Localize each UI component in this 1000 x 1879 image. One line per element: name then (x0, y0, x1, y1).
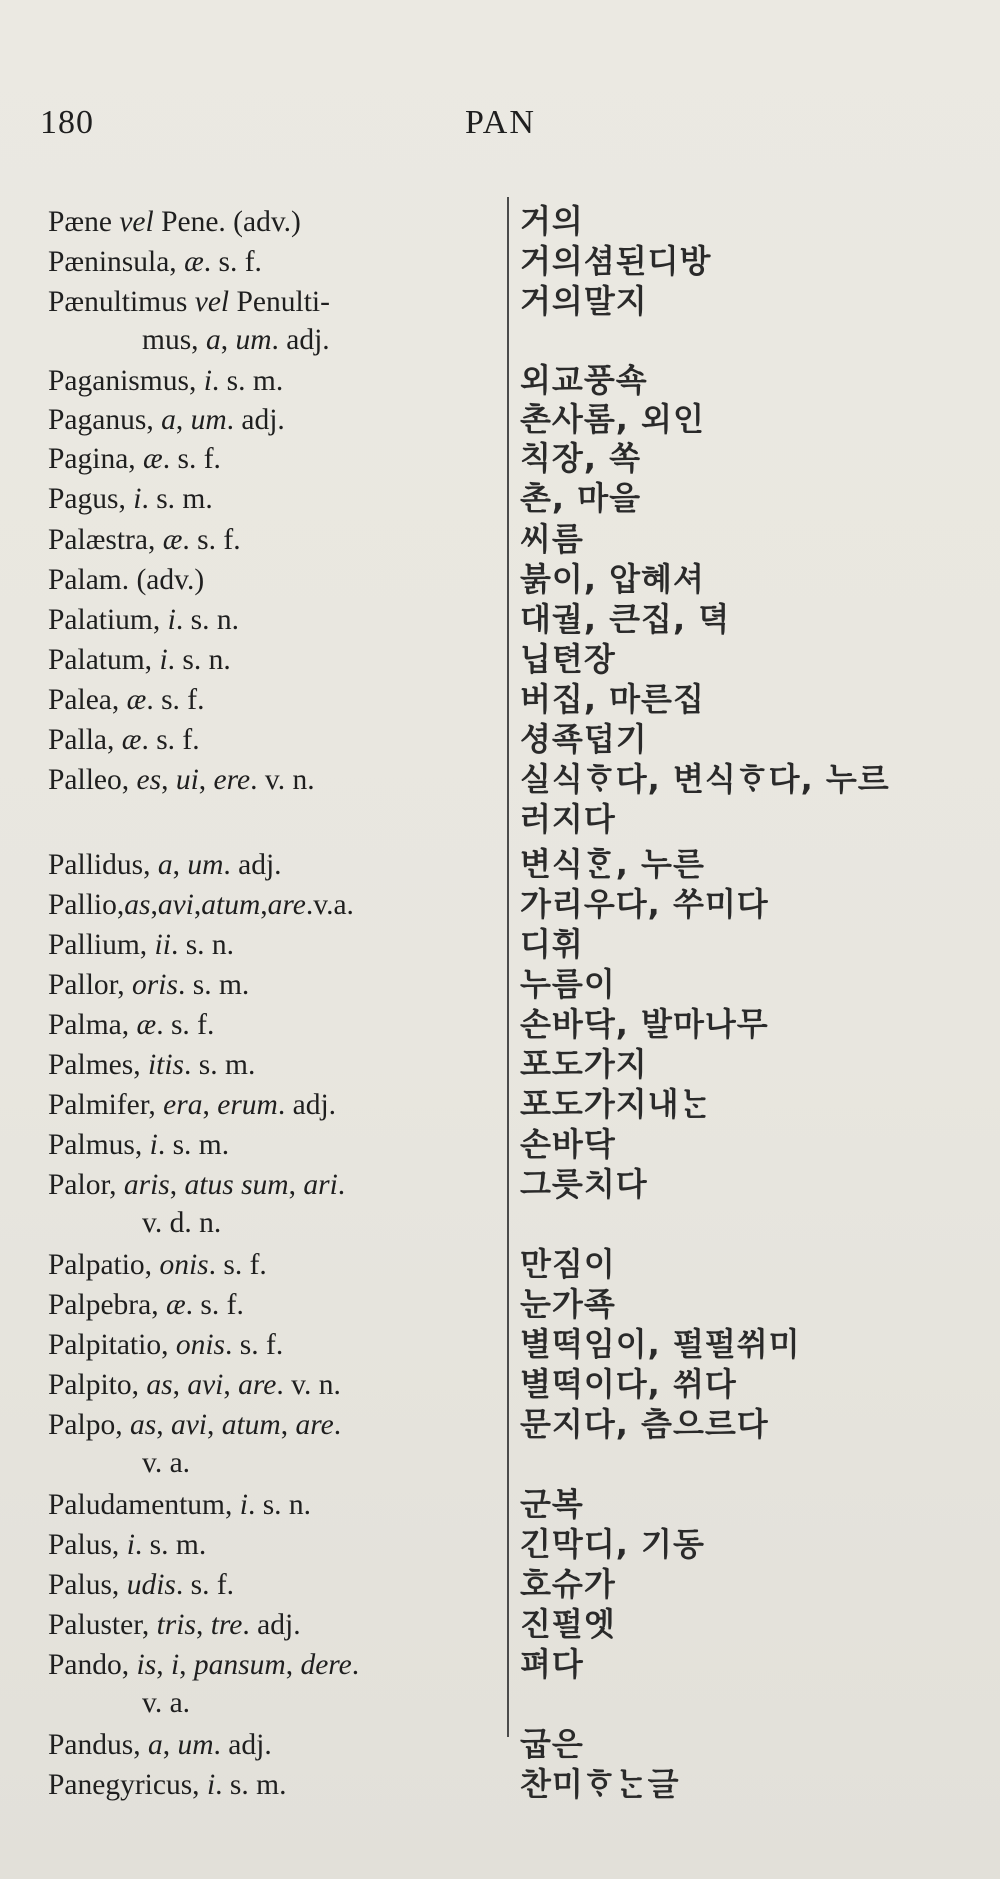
korean-definition: 진펄엣 (520, 1605, 616, 1643)
latin-headword: Palpitatio, onis. s. f. (48, 1329, 284, 1361)
latin-headword: Palpito, as, avi, are. v. n. (48, 1369, 341, 1401)
korean-definition: 긴막디, 기동 (520, 1525, 705, 1563)
latin-headword: Palpo, as, avi, atum, are. v. a. (48, 1409, 342, 1479)
korean-definition: 닙텬장 (520, 640, 616, 678)
korean-definition: 누름이 (520, 965, 616, 1003)
column-divider (507, 197, 509, 1737)
latin-headword: Pallor, oris. s. m. (48, 969, 250, 1001)
latin-headword: Palam. (adv.) (48, 564, 205, 596)
korean-definition: 눈가죡 (520, 1285, 616, 1323)
latin-headword: Palpebra, æ. s. f. (48, 1289, 244, 1321)
korean-definition: 문지다, 츰으르다 (520, 1405, 769, 1443)
korean-definition: 거의말지 (520, 282, 648, 320)
page-number: 180 (40, 104, 94, 141)
latin-headword: Palmus, i. s. m. (48, 1129, 230, 1161)
latin-headword: Palea, æ. s. f. (48, 684, 205, 716)
korean-definition: 가리우다, 쑤미다 (520, 885, 769, 923)
latin-headword: Pallium, ii. s. n. (48, 929, 235, 961)
latin-headword: Palus, udis. s. f. (48, 1569, 235, 1601)
latin-headword: Palma, æ. s. f. (48, 1009, 215, 1041)
latin-headword: Paluster, tris, tre. adj. (48, 1609, 301, 1641)
korean-definition: 호슈가 (520, 1565, 616, 1603)
korean-definition: 포도가지내ᄂᆞᆫ (520, 1085, 712, 1123)
korean-definition: 별떡임이, 펄펄쒸미 (520, 1325, 801, 1363)
latin-headword: Pallidus, a, um. adj. (48, 849, 282, 881)
latin-headword: Pallio,as,avi,atum,are.v.a. (48, 889, 354, 921)
korean-definition: 촌, 마을 (520, 479, 642, 517)
latin-headword: Palmes, itis. s. m. (48, 1049, 256, 1081)
latin-headword: Pænultimus vel Penulti- mus, a, um. adj. (48, 286, 330, 356)
korean-definition: 군복 (520, 1485, 584, 1523)
korean-definition: 손바닥 (520, 1125, 616, 1163)
latin-headword: Palla, æ. s. f. (48, 724, 200, 756)
latin-headword: Pagina, æ. s. f. (48, 443, 221, 475)
korean-definition: 버집, 마른집 (520, 680, 705, 718)
korean-definition: 펴다 (520, 1645, 584, 1683)
running-head: PAN (465, 104, 536, 141)
latin-headword: Pando, is, i, pansum, dere. v. a. (48, 1649, 360, 1719)
korean-definition: 칙장, 쏙 (520, 439, 642, 477)
korean-definition: 만짐이 (520, 1245, 616, 1283)
latin-headword: Palleo, es, ui, ere. v. n. (48, 764, 315, 796)
korean-definition: 별떡이다, 쒸다 (520, 1365, 737, 1403)
latin-headword: Palæstra, æ. s. f. (48, 524, 241, 556)
korean-definition: 디휘 (520, 925, 584, 963)
korean-definition: 포도가지 (520, 1045, 648, 1083)
latin-headword: Panegyricus, i. s. m. (48, 1769, 287, 1801)
latin-headword: Pagus, i. s. m. (48, 483, 213, 515)
korean-definition: 붉이, 압혜셔 (520, 560, 705, 598)
korean-definition: 거의셤된디방 (520, 242, 712, 280)
latin-headword: Palatium, i. s. n. (48, 604, 239, 636)
korean-definition: 찬미ᄒᆞᄂᆞᆫ글 (520, 1765, 680, 1803)
korean-definition: 셩죡덥기 (520, 720, 648, 758)
latin-headword: Pæninsula, æ. s. f. (48, 246, 262, 278)
korean-definition: 씨름 (520, 520, 584, 558)
latin-headword: Palus, i. s. m. (48, 1529, 207, 1561)
korean-definition: 손바닥, 발마나무 (520, 1005, 769, 1043)
korean-definition: 변식ᄒᆞᆫ, 누른 (520, 845, 705, 883)
korean-definition: 거의 (520, 202, 584, 240)
latin-headword: Palmifer, era, erum. adj. (48, 1089, 337, 1121)
latin-headword: Paganismus, i. s. m. (48, 365, 284, 397)
korean-definition: 실식ᄒᆞ다, 변식ᄒᆞ다, 누르 러지다 (520, 760, 890, 838)
latin-headword: Paludamentum, i. s. n. (48, 1489, 312, 1521)
korean-definition: 외교풍쇽 (520, 361, 648, 399)
latin-headword: Palor, aris, atus sum, ari. v. d. n. (48, 1169, 346, 1239)
korean-definition: 촌사롬, 외인 (520, 400, 705, 438)
latin-headword: Paganus, a, um. adj. (48, 404, 285, 436)
latin-headword: Pæne vel Pene. (adv.) (48, 206, 301, 238)
korean-definition: 그릇치다 (520, 1165, 648, 1203)
latin-headword: Palatum, i. s. n. (48, 644, 231, 676)
latin-headword: Pandus, a, um. adj. (48, 1729, 272, 1761)
korean-definition: 굽은 (520, 1725, 584, 1763)
latin-headword: Palpatio, onis. s. f. (48, 1249, 267, 1281)
korean-definition: 대궐, 큰집, 뎍 (520, 600, 731, 638)
